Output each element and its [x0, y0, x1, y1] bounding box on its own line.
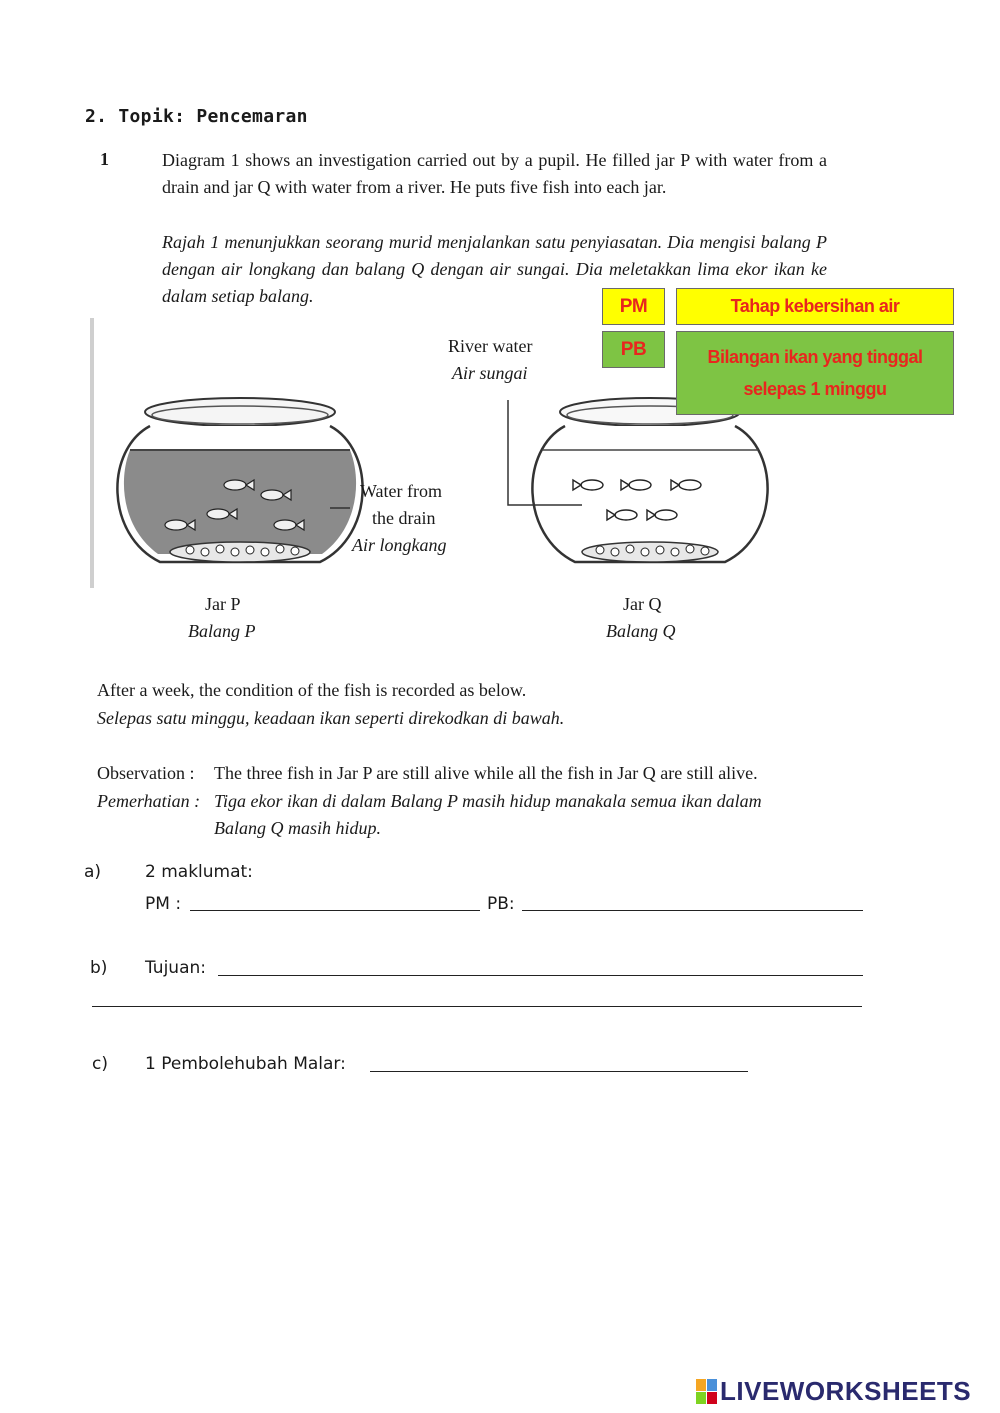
question-a-letter: a)	[84, 862, 102, 882]
pm-prompt: PM :	[145, 894, 182, 914]
river-water-label: River water	[448, 336, 533, 356]
pb-prompt: PB:	[487, 894, 515, 914]
question-a-text: 2 maklumat:	[145, 862, 253, 882]
pm-box	[602, 288, 665, 325]
pm-label: PM	[619, 295, 648, 317]
pb-box	[602, 331, 665, 368]
observation-text-ms-2: Balang Q masih hidup.	[214, 818, 382, 838]
after-week-ms: Selepas satu minggu, keadaan ikan seperti direkodkan di bawah.	[97, 708, 565, 728]
question-b-letter: b)	[90, 958, 108, 978]
pb-label: PB	[620, 338, 647, 360]
liveworksheets-logo-icon	[696, 1379, 718, 1405]
malar-answer-line[interactable]	[370, 1071, 748, 1072]
pm-answer: Tahap kebersihan air	[730, 296, 900, 316]
pb-answer-line2: selepas 1 minggu	[743, 379, 887, 399]
jar-q-label-ms: Balang Q	[606, 621, 676, 641]
question-number: 1	[100, 149, 109, 169]
pm-answer-box[interactable]	[676, 288, 954, 325]
pm-answer-line[interactable]	[190, 910, 480, 911]
topic-heading: 2. Topik: Pencemaran	[85, 106, 308, 127]
observation-text-ms: Tiga ekor ikan di dalam Balang P masih hidup manakala semua ikan dalam	[214, 791, 762, 811]
question-b-text: Tujuan:	[145, 958, 206, 978]
pb-answer-box[interactable]	[676, 331, 954, 415]
drain-water-label: Water from	[360, 481, 443, 501]
brand-text: LIVEWORKSHEETS	[720, 1376, 972, 1406]
brand-logo	[696, 1376, 971, 1407]
after-week-en: After a week, the condition of the fish is recorded as below.	[97, 680, 527, 700]
jar-p-label-ms: Balang P	[188, 621, 256, 641]
tujuan-answer-line-2[interactable]	[92, 1006, 862, 1007]
intro-english: Diagram 1 shows an investigation carried out by a pupil. He filled jar P with water from a drain and jar Q with water from a river. He puts five fish into each jar.	[162, 150, 827, 197]
tujuan-answer-line[interactable]	[218, 975, 863, 976]
jar-q-drawing	[508, 398, 768, 562]
pb-answer-line1: Bilangan ikan yang tinggal	[707, 347, 923, 367]
drain-water-label-2: the drain	[372, 508, 436, 528]
drain-water-label-ms: Air longkang	[352, 535, 447, 555]
jar-q-label: Jar Q	[623, 594, 662, 614]
jar-p-drawing	[90, 318, 363, 588]
observation-label: Observation :	[97, 763, 195, 783]
river-water-label-ms: Air sungai	[452, 363, 528, 383]
question-c-letter: c)	[92, 1054, 108, 1074]
question-c-text: 1 Pembolehubah Malar:	[145, 1054, 346, 1074]
pb-answer-line[interactable]	[522, 910, 863, 911]
intro-malay: Rajah 1 menunjukkan seorang murid menjalankan satu penyiasatan. Dia mengisi balang P dengan air longkang dan balang Q dengan air sungai. Dia meletakkan lima ekor ikan ke dalam setiap balang.	[162, 232, 827, 306]
jar-p-label: Jar P	[205, 594, 241, 614]
observation-label-ms: Pemerhatian :	[97, 791, 201, 811]
observation-text: The three fish in Jar P are still alive while all the fish in Jar Q are still alive.	[214, 763, 758, 783]
